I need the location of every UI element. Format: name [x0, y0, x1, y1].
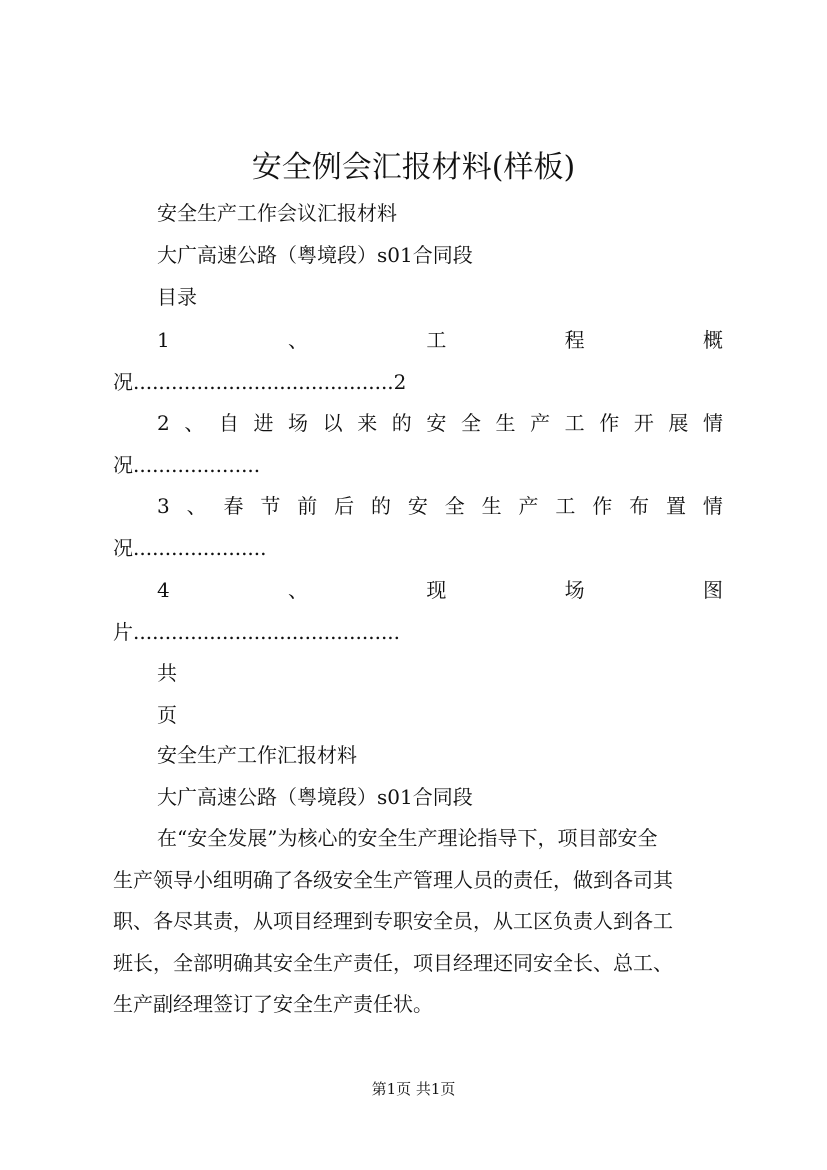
paragraph-line: 在“安全发展”为核心的安全生产理论指导下，项目部安全 [157, 826, 658, 850]
toc-char: 作 [592, 494, 613, 518]
toc-char: 安 [407, 494, 428, 518]
toc-char: 生 [481, 494, 502, 518]
toc-char: 情 [702, 411, 723, 435]
toc-entry-2-tail: 况.................... [113, 453, 261, 477]
toc-entry-4-tail: 片.......................................... [113, 620, 401, 644]
toc-entry-3-head [157, 492, 723, 520]
toc-char: 3 [157, 494, 170, 518]
document-title: 安全例会汇报材料(样板) [251, 150, 576, 185]
paragraph-line: 职、各尽其责，从项目经理到专职安全员，从工区负责人到各工 [113, 909, 673, 933]
paragraph-line: 生产领导小组明确了各级安全生产管理人员的责任，做到各司其 [113, 868, 673, 892]
toc-char: 自 [218, 411, 239, 435]
toc-char: 图 [702, 578, 723, 602]
toc-heading: 目录 [157, 285, 197, 309]
toc-char: 、 [288, 328, 309, 352]
toc-char: 、 [184, 411, 205, 435]
section-line-contract-section: 大广高速公路（粤境段）s01合同段 [157, 785, 473, 809]
toc-char: 展 [668, 411, 689, 435]
toc-char: 1 [157, 328, 170, 352]
toc-char: 现 [426, 578, 447, 602]
toc-char: 以 [322, 411, 343, 435]
toc-char: 4 [157, 578, 170, 602]
toc-entry-4-head [157, 576, 723, 604]
toc-entry-1-head [157, 326, 723, 354]
toc-char: 全 [460, 411, 481, 435]
section-line-report: 安全生产工作汇报材料 [157, 743, 357, 767]
page-count-page-label: 页 [157, 703, 177, 727]
toc-char: 工 [426, 328, 447, 352]
toc-char: 节 [260, 494, 281, 518]
toc-char: 后 [334, 494, 355, 518]
toc-char: 情 [702, 494, 723, 518]
toc-char: 工 [555, 494, 576, 518]
toc-char: 来 [357, 411, 378, 435]
toc-char: 开 [633, 411, 654, 435]
toc-char: 前 [297, 494, 318, 518]
toc-char: 程 [564, 328, 585, 352]
toc-char: 、 [288, 578, 309, 602]
page-footer: 第1页 共1页 [371, 1080, 456, 1098]
toc-char: 产 [518, 494, 539, 518]
toc-char: 的 [391, 411, 412, 435]
paragraph-line: 班长，全部明确其安全生产责任，项目经理还同安全长、总工、 [113, 951, 673, 975]
toc-entry-1-tail: 况.........................................2 [113, 370, 407, 394]
toc-char: 安 [426, 411, 447, 435]
toc-char: 产 [530, 411, 551, 435]
toc-char: 场 [564, 578, 585, 602]
toc-char: 全 [444, 494, 465, 518]
toc-char: 置 [665, 494, 686, 518]
toc-char: 作 [599, 411, 620, 435]
toc-char: 工 [564, 411, 585, 435]
page-count-total-label: 共 [157, 661, 177, 685]
header-line-meeting-report: 安全生产工作会议汇报材料 [157, 201, 397, 225]
paragraph-line: 生产副经理签订了安全生产责任状。 [113, 992, 433, 1016]
toc-char: 春 [223, 494, 244, 518]
toc-char: 、 [186, 494, 207, 518]
toc-char: 的 [370, 494, 391, 518]
toc-char: 布 [629, 494, 650, 518]
toc-entry-2-head [157, 409, 723, 437]
toc-char: 生 [495, 411, 516, 435]
toc-char: 2 [157, 411, 170, 435]
toc-char: 概 [702, 328, 723, 352]
toc-entry-3-tail: 况..................... [113, 536, 267, 560]
toc-char: 进 [253, 411, 274, 435]
header-line-contract-section: 大广高速公路（粤境段）s01合同段 [157, 243, 473, 267]
toc-char: 场 [288, 411, 309, 435]
